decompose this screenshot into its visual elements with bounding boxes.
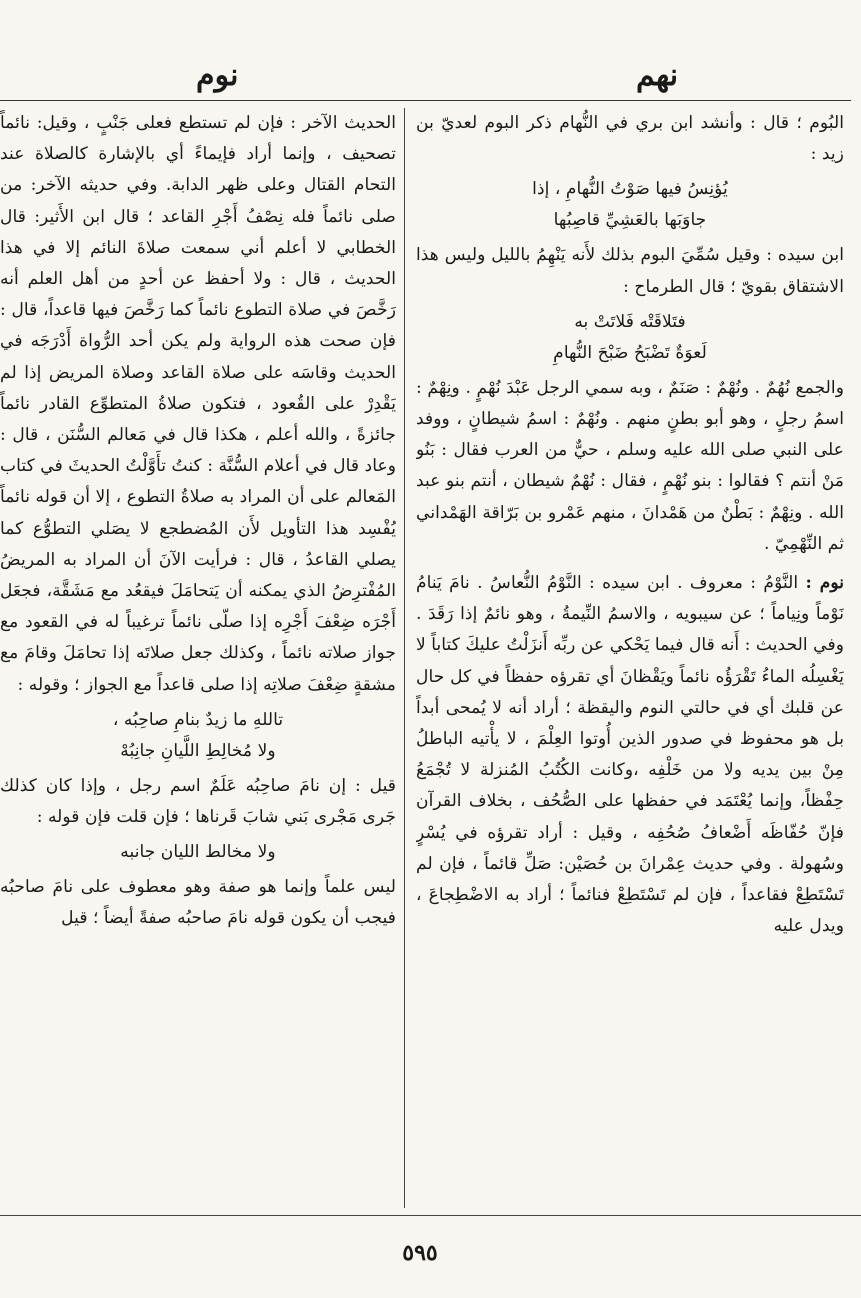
- paragraph: البُوم ؛ قال : وأنشد ابن بري في النُّهام ذكر البوم لعديّ بن زيد :: [416, 113, 844, 165]
- entry-paragraph: [416, 568, 844, 942]
- paragraph: الحديث الآخر : فإن لم تستطع فعلى جَنْبٍ ، وقيل: نائماً تصحيف ، وإنما أراد فإيماءً أي بالإشارة كالصلاة عند التحام القتال وعلى ظهر الدابة. وفي حديثه الآخر: من صلى نائماً فله نِصْفُ أَجْرِ القاعد ؛ قال ابن الأَثير: قال الخطابي لا أعلم أني سمعت صلاةَ النائم إلا في هذا الحديث ، قال : ولا أحفظ عن أحدٍ من أهل العلم أنه رَخَّصَ في صلاة التطوع نائماً كما رَخَّصَ فيها قاعداً، قال : فإن صحت هذه الرواية ولم يكن أحد الرُّواة أَدْرَجَه في الحديث وقاسَه على صلاة القاعد وصلاة المريض إذا لم يَقْدِرْ على القُعود ، فتكون صلاةُ المتطوِّع القادر نائماً جائزةً ، والله أعلم ، هكذا قال في مَعالم السُّنَن ، قال : وعاد قال في أعلام السُّنَّة : كنتُ تأَوَّلْتُ الحديثَ في كتاب المَعالم على أن المراد به صلاةُ التطوع ، إلا أن قوله نائماً يُفْسِد هذا التأويل لأَن المُضطجع لا يصَلي التطوُّع كما يصلي القاعدُ ، قال : فرأيت الآنَ أن المراد به المريضُ المُفْترِضُ الذي يمكنه أن يَتحامَلَ فيقعُد مع مَشَقَّة، فجعَل أَجْرَه ضِعْفَ أَجْرِه إذا صلّى نائماً ترغيباً له في القعود مع جواز صلاته نائماً ، وكذلك جعل صلاتَه إذا تحامَلَ وقامَ مع مشقةٍ ضِعْفَ صلاتِه إذا صلى قاعداً مع الجواز ؛ وقوله :: [0, 113, 396, 695]
- verse: [416, 174, 844, 236]
- footer-rule: [0, 1215, 861, 1216]
- verse: [416, 307, 844, 369]
- verse-line: ولا مُخالِطِ اللَّيانِ جانِبُهْ: [120, 740, 276, 761]
- verse-line: لَعوَةٌ تَضْبَحُ ضَبْحَ النُّهامِ: [553, 342, 707, 363]
- header-left-word: نوم: [196, 58, 239, 93]
- verse-line: تاللهِ ما زيدٌ بنامِ صاحِبُه ،: [112, 709, 284, 730]
- verse-line: ولا مخالط الليان جانبه: [120, 842, 276, 863]
- page-number: ٥٩٥: [402, 1240, 438, 1266]
- spacer: [416, 560, 844, 568]
- verse: [0, 837, 396, 868]
- right-column: [416, 108, 844, 1210]
- header-rule: [0, 100, 851, 101]
- header-right-word: نهم: [636, 58, 679, 93]
- entry-headword: نوم :: [805, 573, 844, 594]
- verse: [0, 705, 396, 767]
- verse-line: يُؤنِسُ فيها صَوْتُ النُّهامِ ، إذا: [532, 179, 728, 200]
- entry-text: النَّوْمُ : معروف . ابن سيده : النَّوْمُ النُّعاسُ . نامَ يَنامُ نَوْماً ونِياماً ؛ عن سيبويه ، والاسمُ النِّيمةُ ، وهو نائمٌ إذا رَقَدَ . وفي الحديث : أَنه قال فيما يَحْكي عن ربِّه أَنزَلْتُ عليكَ كتاباً لا يَغْسِلُه الماءُ تَقْرَؤُه نائماً ويَقْظانَ أي تقرؤه حفظاً في كل حال عن قلبك أي في حالتي النوم واليقظة ؛ أراد أنه لا يُمحى أبداً بل هو محفوظ في صدور الذين أُوتوا العِلْمَ ، لا يأْتيه الباطلُ مِنْ بين يديه ولا من خَلْفِه ،وكانت الكُتُبُ المُنزلة لا تُجْمَعُ حِفْظاً، وإنما يُعْتَمَد في حفظها على الصُّحُف ، بخلاف القرآن فإنّ حُفّاظَه أَضْعافُ صُحُفِه ، وقيل : أراد تقرؤه في يُسْرٍ وسُهولة . وفي حديث عِمْرانَ بن حُصَيْن: صَلِّ قائماً ، فإن لم تَسْتَطِعْ فقاعداً ، فإن لم تَسْتَطِعْ فنائماً ؛ أراد به الاضْطِجاعَ ، ويدل عليه: [416, 573, 844, 937]
- paragraph: ليس علماً وإنما هو صفة وهو معطوف على نامَ صاحبُه فيجب أن يكون قوله نامَ صاحبُه صفةً أيضاً ؛ قيل: [0, 877, 396, 929]
- paragraph: والجمع نُهُمٌ . ونُهْمٌ : صَنَمٌ ، وبه سمي الرجل عَبْدَ نُهْمٍ . ونِهْمٌ : اسمُ رجلٍ ، وهو أبو بطنٍ منهم . ونُهْمٌ : اسمُ شيطانٍ ، ووفد على النبي صلى الله عليه وسلم ، حيٌّ من العرب فقال : بَنُو مَنْ أنتم ؟ فقالوا : بنو نُهْمٍ ، فقال : نُهْمٌ شيطان ، أنتم بنو عبد الله . ونِهْمٌ : بَطْنٌ من هَمْدانَ ، منهم عَمْرو بن بَرّاقة الهَمْداني ثم النِّهْمِيّ .: [416, 377, 844, 554]
- verse-line: جاوَبَها بالعَشِيِّ قاصِبُها: [553, 210, 707, 231]
- verse-line: فتَلاقَتْه فَلاتَتْ به: [574, 311, 686, 332]
- paragraph: ابن سيده : وقيل سُمِّيَ البوم بذلك لأَنه يَنْهِمُ بالليل وليس هذا الاشتقاق بقويّ ؛ قال الطرماح :: [416, 245, 844, 297]
- paragraph: قيل : إن نامَ صاحِبُه عَلَمٌ اسم رجل ، وإذا كان كذلك جَرى مَجْرى بَني شابَ قَرناها ؛ فإن قلت فإن قوله :: [0, 775, 396, 828]
- column-divider: [404, 108, 405, 1208]
- left-column: [0, 108, 396, 1210]
